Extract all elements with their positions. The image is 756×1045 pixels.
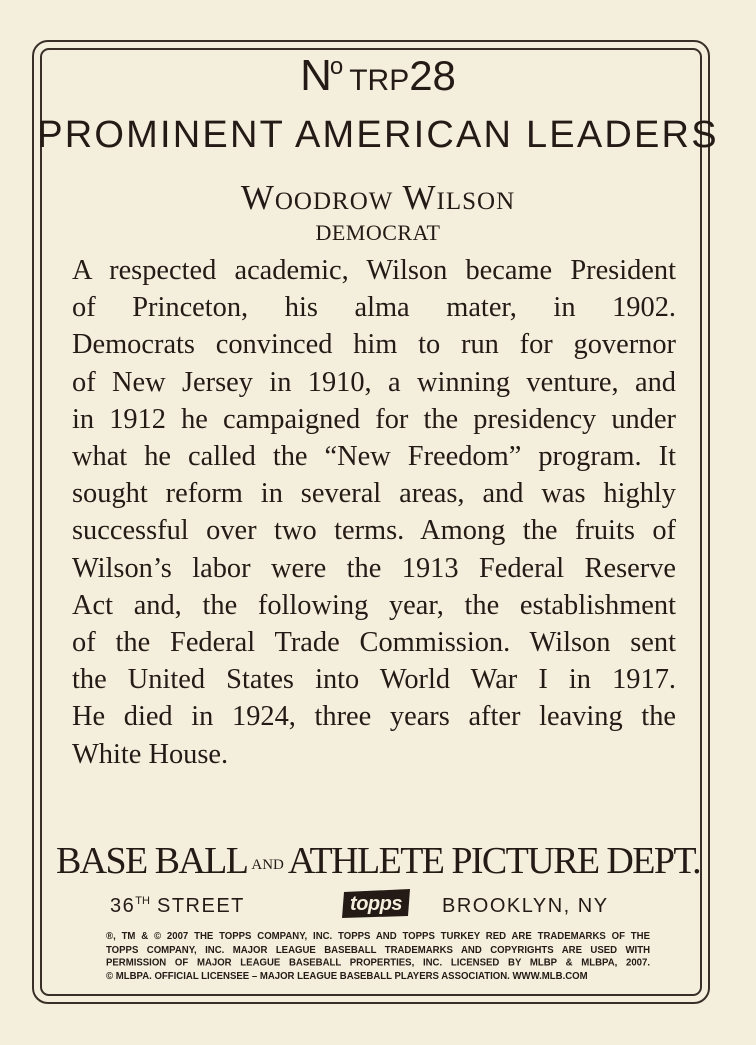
bio-line: He died in 1924, three years after leaving the — [72, 701, 676, 733]
number-prefix: TRP — [349, 64, 410, 97]
city-address: BROOKLYN, NY — [442, 895, 609, 917]
bio-line: Wilson’s labor were the 1913 Federal Reserve — [72, 552, 676, 584]
legal-line: ®, TM & © 2007 THE TOPPS COMPANY, INC. TOPPS AND TOPPS TURKEY RED ARE TRADEMARKS OF THE — [106, 930, 650, 943]
number-symbol: N — [300, 51, 330, 100]
bio-line: of New Jersey in 1910, a winning venture, and — [72, 366, 676, 398]
bio-line: in 1912 he campaigned for the presidency under — [72, 403, 676, 435]
number-symbol-sup: o — [329, 53, 344, 80]
bio-line: Democrats convinced him to run for governor — [72, 329, 676, 361]
street-address — [110, 896, 245, 916]
number-value: 28 — [409, 52, 456, 99]
legal-line: © MLBPA. OFFICIAL LICENSEE – MAJOR LEAGUE BASEBALL PLAYERS ASSOCIATION. WWW.MLB.COM — [106, 970, 588, 982]
bio-line: successful over two terms. Among the fruits of — [72, 515, 676, 547]
street-number: 36 — [110, 895, 136, 917]
topps-logo-text: topps — [350, 893, 402, 915]
dept-left: BASE BALL — [55, 840, 248, 882]
bio-line: sought reform in several areas, and was highly — [72, 478, 676, 510]
street-word: STREET — [156, 895, 245, 917]
party-label: DEMOCRAT — [315, 220, 441, 245]
bio-line: Act and, the following year, the establishment — [72, 589, 676, 621]
department-title — [0, 842, 756, 880]
bio-line: A respected academic, Wilson became President — [72, 255, 676, 286]
legal-line: TOPPS COMPANY, INC. MAJOR LEAGUE BASEBALL TRADEMARKS AND COPYRIGHTS ARE USED WITH — [106, 943, 650, 956]
legal-notice — [106, 931, 650, 984]
bio-line: White House. — [72, 738, 229, 770]
card-number — [0, 51, 756, 100]
street-suffix: TH — [135, 895, 150, 907]
subject-name: Woodrow Wilson — [240, 178, 516, 217]
bio-line: of Princeton, his alma mater, in 1902. — [72, 292, 676, 324]
bio-line: what he called the “New Freedom” program. It — [72, 441, 676, 473]
bio-line: of the Federal Trade Commission. Wilson sent — [72, 627, 676, 659]
dept-and: AND — [251, 857, 284, 873]
bio-line: the United States into World War I in 1917. — [72, 664, 676, 696]
series-title: PROMINENT AMERICAN LEADERS — [37, 114, 719, 156]
dept-right: ATHLETE PICTURE DEPT. — [287, 840, 701, 882]
topps-logo — [338, 886, 414, 920]
legal-line: PERMISSION OF MAJOR LEAGUE BASEBALL PROPERTIES, INC. LICENSED BY MLBP & MLBPA, 2007. — [106, 957, 650, 969]
biography — [72, 252, 676, 773]
